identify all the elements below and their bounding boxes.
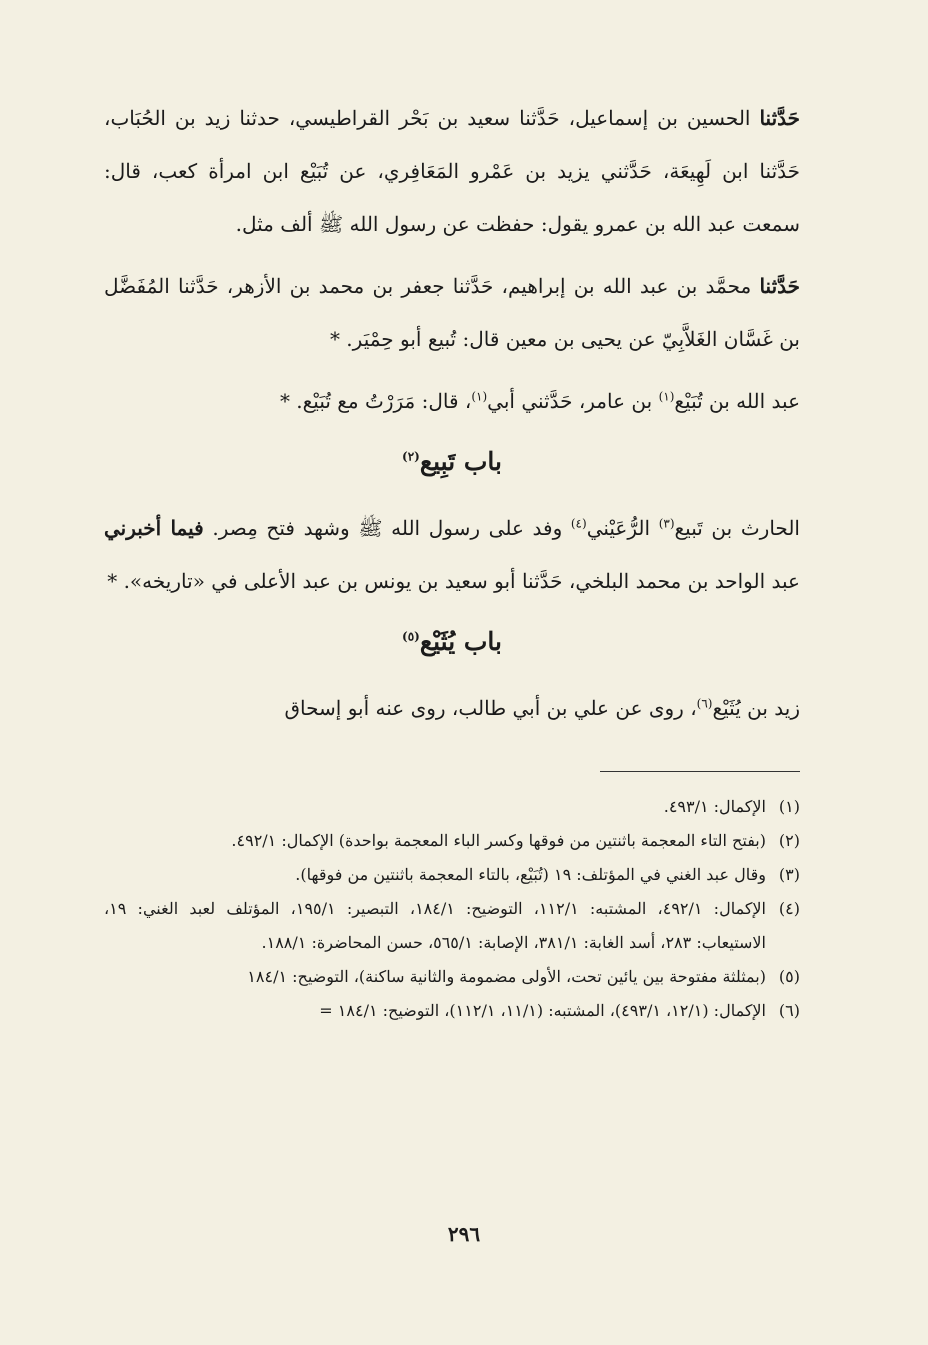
heading-text: باب يُثَيْع bbox=[419, 627, 502, 656]
footnote-number: (٤) bbox=[778, 899, 800, 918]
footnote-number: (٣) bbox=[778, 865, 800, 884]
footnote-ref[interactable]: (٦) bbox=[696, 696, 713, 711]
page-number: ٢٩٦ bbox=[447, 1222, 481, 1246]
footnote-text: وقال عبد الغني في المؤتلف: ١٩ (تُبَيْع، بالتاء المعجمة باثنتين من فوقها). bbox=[295, 865, 766, 884]
entry-text: ، قال: مَرَرْتُ مع تُبَيْع. * bbox=[279, 389, 472, 413]
entry-text: محمَّد بن عبد الله بن إبراهيم، حَدَّثنا جعفر بن محمد بن الأزهر، حَدَّثنا المُفَضَّل بن غَسَّان الغَلاَّبِيّ عن يحيى بن معين قال: تُبيع أبو حِمْيَر. * bbox=[104, 274, 800, 351]
footnote-text: الإكمال: ٤٩٢/١، المشتبه: ١١٢/١، التوضيح: ١٨٤/١، التبصير: ١٩٥/١، المؤتلف لعبد الغني: ١٩، الاستيعاب: ٢٨٣، أسد الغابة: ٣٨١/١، الإصابة: ٥٦٥/١، حسن المحاضرة: ١٨٨/١. bbox=[104, 899, 767, 952]
footnote bbox=[104, 994, 800, 1028]
footnote bbox=[104, 824, 800, 858]
footnote-ref[interactable]: (٣) bbox=[658, 516, 675, 531]
footnote-number: (١) bbox=[778, 797, 800, 816]
section-heading-yuthay bbox=[104, 618, 800, 666]
footnote bbox=[104, 892, 800, 960]
entry-text: الحارث بن تَبيع bbox=[674, 516, 800, 540]
zaid-entry bbox=[104, 682, 800, 735]
footnote-ref[interactable]: (٤) bbox=[570, 516, 587, 531]
footnote bbox=[104, 858, 800, 892]
entry-text: بن عامر، حَدَّثني أبي bbox=[487, 389, 659, 413]
hadith-entry-1 bbox=[104, 92, 800, 251]
footnote-divider bbox=[600, 771, 800, 772]
entry-lead-word: حَدَّثنا bbox=[759, 106, 800, 130]
footnote bbox=[104, 790, 800, 824]
footnote bbox=[104, 960, 800, 994]
entry-text: عبد الواحد بن محمد البلخي، حَدَّثنا أبو سعيد بن يونس بن عبد الأعلى في «تاريخه». * bbox=[107, 569, 800, 593]
entry-text: الحسين بن إسماعيل، حَدَّثنا سعيد بن بَحْر القراطيسي، حدثنا زيد بن الحُبَاب، حَدَّثنا ابن لَهِيعَة، حَدَّثني يزيد بن عَمْرو المَعَافِري، عن تُبَيْع ابن امرأة كعب، قال: سمعت عبد الله بن عمرو يقول: حفظت عن رسول الله ﷺ ألف مثل. bbox=[104, 106, 800, 236]
footnote-ref[interactable]: (٢) bbox=[402, 449, 420, 464]
footnote-text: الإكمال: (١٢/١، ٤٩٣/١)، المشتبه: (١١/١، ١١٢/١)، التوضيح: ١٨٤/١ = bbox=[319, 1001, 766, 1020]
entry-lead-word: فيما أخبرني bbox=[104, 516, 204, 540]
footnote-number: (٦) bbox=[778, 1001, 800, 1020]
page-body bbox=[104, 92, 800, 1028]
abdullah-entry bbox=[104, 375, 800, 428]
entry-text: عبد الله بن تُبَيْع bbox=[674, 389, 800, 413]
footnote-number: (٥) bbox=[778, 967, 800, 986]
harith-entry bbox=[104, 502, 800, 608]
footnote-ref[interactable]: (١) bbox=[658, 389, 675, 404]
footnote-text: (بمثلثة مفتوحة بين يائين تحت، الأولى مضمومة والثانية ساكنة)، التوضيح: ١٨٤/١ bbox=[247, 967, 766, 986]
entry-text: الرُّعَيْني bbox=[586, 516, 659, 540]
hadith-entry-2 bbox=[104, 260, 800, 366]
section-heading-tabi bbox=[104, 438, 800, 486]
entry-text: وفد على رسول الله ﷺ وشهد فتح مِصر. bbox=[203, 516, 571, 540]
footnote-ref[interactable]: (١) bbox=[471, 389, 488, 404]
entry-lead-word: حَدَّثنا bbox=[759, 274, 800, 298]
heading-text: باب تَبِيع bbox=[419, 447, 502, 476]
footnote-ref[interactable]: (٥) bbox=[402, 629, 420, 644]
entry-text: زيد بن يُثَيْع bbox=[712, 696, 800, 720]
footnote-text: (بفتح التاء المعجمة باثنتين من فوقها وكسر الباء المعجمة بواحدة) الإكمال: ٤٩٢/١. bbox=[231, 831, 766, 850]
entry-text: ، روى عن علي بن أبي طالب، روى عنه أبو إسحاق bbox=[284, 696, 697, 720]
footnote-number: (٢) bbox=[778, 831, 800, 850]
footnote-text: الإكمال: ٤٩٣/١. bbox=[663, 797, 766, 816]
footnotes bbox=[104, 790, 800, 1028]
